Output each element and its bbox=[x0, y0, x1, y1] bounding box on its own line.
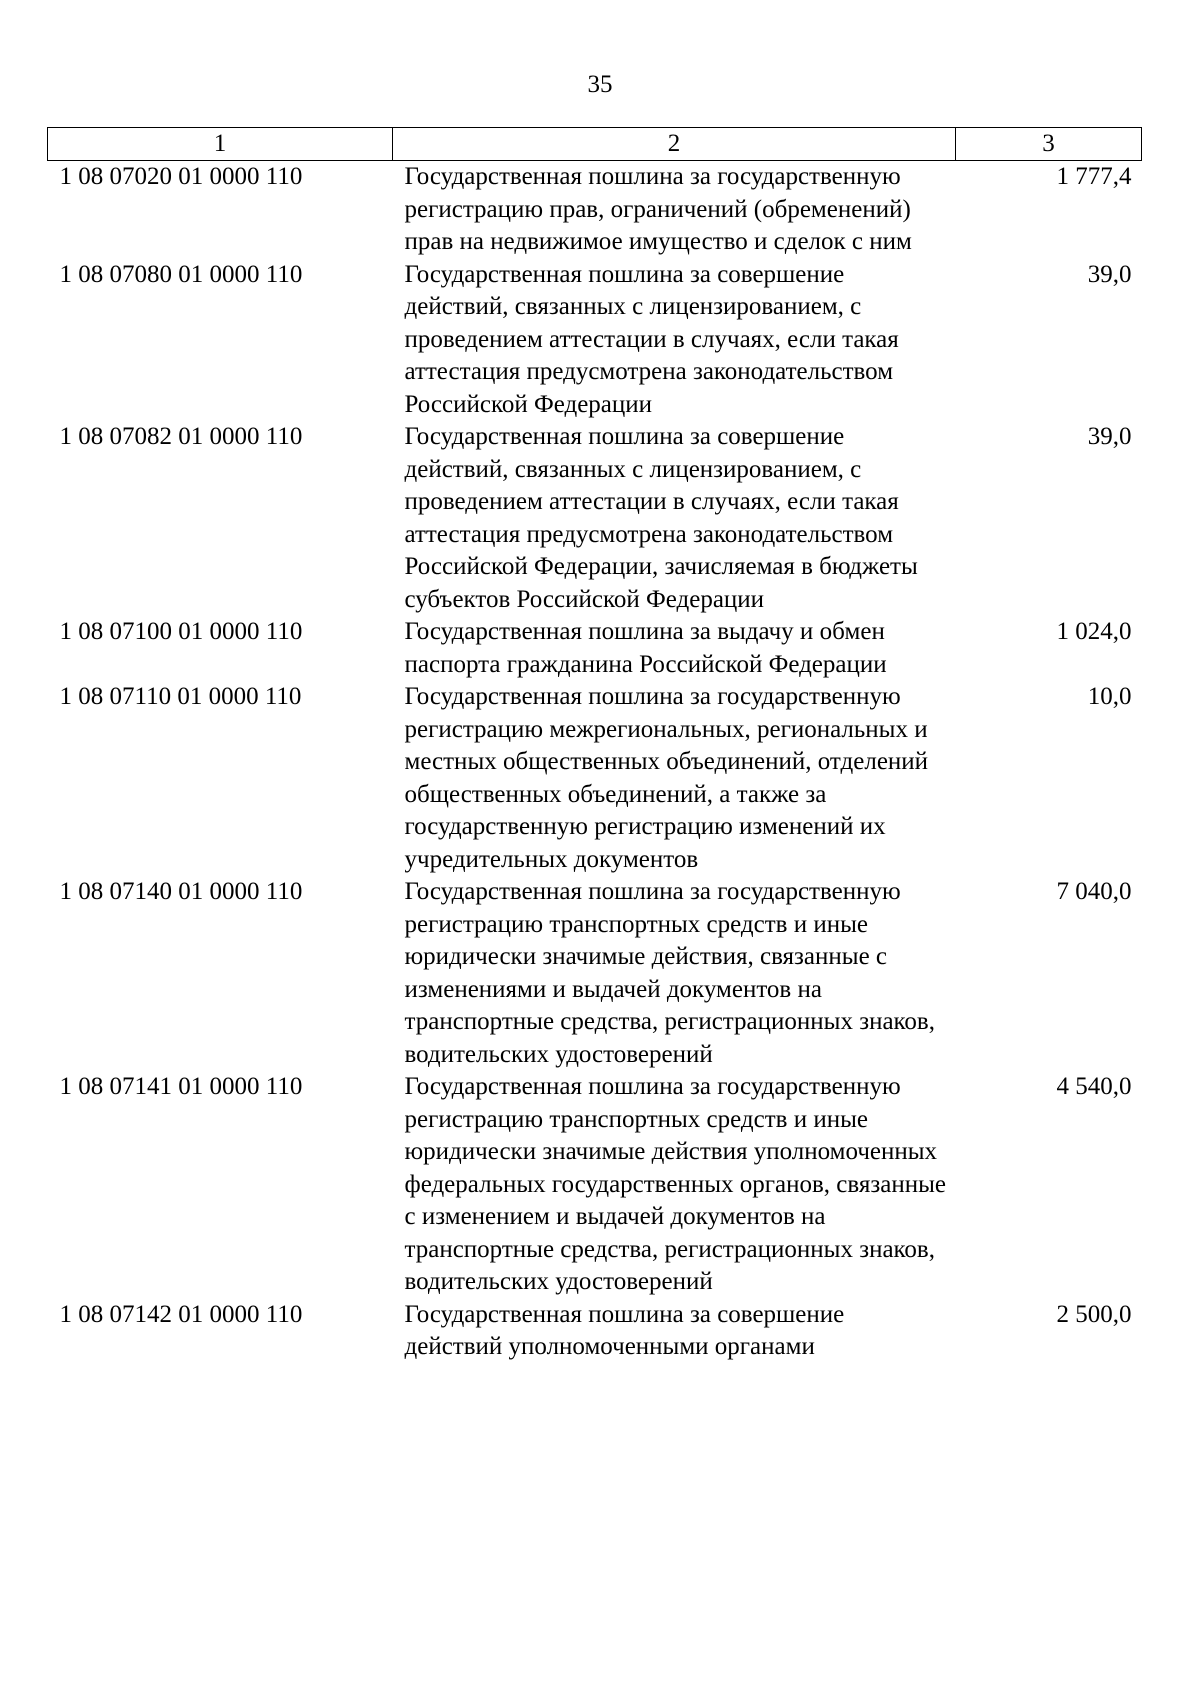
budget-code: 1 08 07100 01 0000 110 bbox=[59, 618, 303, 645]
revenue-name: Государственная пошлина за совершение действий, связанных с лицензированием, с проведением аттестации в случаях, если такая аттестация предусмотрена законодательством Российской Федерации bbox=[404, 260, 899, 418]
page-number: 35 bbox=[587, 71, 613, 98]
table-row bbox=[48, 681, 1142, 876]
amount: 2 500,0 bbox=[1056, 1300, 1132, 1328]
table-row bbox=[48, 421, 1142, 616]
amount: 1 777,4 bbox=[1056, 163, 1132, 190]
table-body bbox=[48, 161, 1142, 1364]
revenue-name: Государственная пошлина за государственную регистрацию межрегиональных, региональных и местных общественных объединений, отделений общественных объединений, а также за государственную регистрацию изменений их учредительных документов bbox=[404, 683, 929, 873]
budget-code: 1 08 07020 01 0000 110 bbox=[59, 163, 303, 190]
header-col-3: 3 bbox=[956, 128, 1142, 161]
header-col-1: 1 bbox=[48, 128, 393, 161]
budget-code: 1 08 07140 01 0000 110 bbox=[59, 878, 303, 905]
header-row bbox=[48, 128, 1142, 161]
revenue-name: Государственная пошлина за государственную регистрацию прав, ограничений (обременений) прав на недвижимое имущество и сделок с ним bbox=[404, 163, 912, 255]
revenue-name: Государственная пошлина за совершение действий уполномоченными органами bbox=[404, 1300, 845, 1360]
table-row bbox=[48, 616, 1142, 681]
amount: 39,0 bbox=[1087, 260, 1132, 288]
revenue-name: Государственная пошлина за совершение действий, связанных с лицензированием, с проведением аттестации в случаях, если такая аттестация предусмотрена законодательством Российской Федерации, зачисляемая в бюджеты субъектов Российской Федерации bbox=[404, 423, 918, 613]
budget-code: 1 08 07082 01 0000 110 bbox=[59, 423, 303, 450]
table-row bbox=[48, 259, 1142, 422]
budget-code: 1 08 07110 01 0000 110 bbox=[59, 683, 302, 710]
table-header bbox=[48, 128, 1142, 161]
amount: 7 040,0 bbox=[1056, 878, 1132, 905]
table-row bbox=[48, 1071, 1142, 1299]
budget-code: 1 08 07080 01 0000 110 bbox=[59, 260, 303, 288]
table-row bbox=[48, 1299, 1142, 1364]
revenue-name: Государственная пошлина за государственную регистрацию транспортных средств и иные юридически значимые действия, связанные с изменениями и выдачей документов на транспортные средства, регистрационных знаков, водительских удостоверений bbox=[404, 878, 935, 1068]
header-col-2: 2 bbox=[393, 128, 956, 161]
revenue-name: Государственная пошлина за государственную регистрацию транспортных средств и иные юридически значимые действия уполномоченных федеральных государственных органов, связанные с изменением и выдачей документов на транспортные средства, регистрационных знаков, водительских удостоверений bbox=[404, 1073, 946, 1295]
amount: 1 024,0 bbox=[1056, 618, 1132, 645]
table-row bbox=[48, 876, 1142, 1071]
amount: 4 540,0 bbox=[1056, 1073, 1132, 1100]
revenue-name: Государственная пошлина за выдачу и обмен паспорта гражданина Российской Федерации bbox=[404, 618, 887, 678]
budget-code: 1 08 07141 01 0000 110 bbox=[59, 1073, 303, 1100]
amount: 39,0 bbox=[1087, 423, 1132, 450]
amount: 10,0 bbox=[1087, 683, 1132, 710]
budget-table bbox=[47, 127, 1142, 1364]
table-row bbox=[48, 161, 1142, 259]
budget-code: 1 08 07142 01 0000 110 bbox=[59, 1300, 303, 1328]
